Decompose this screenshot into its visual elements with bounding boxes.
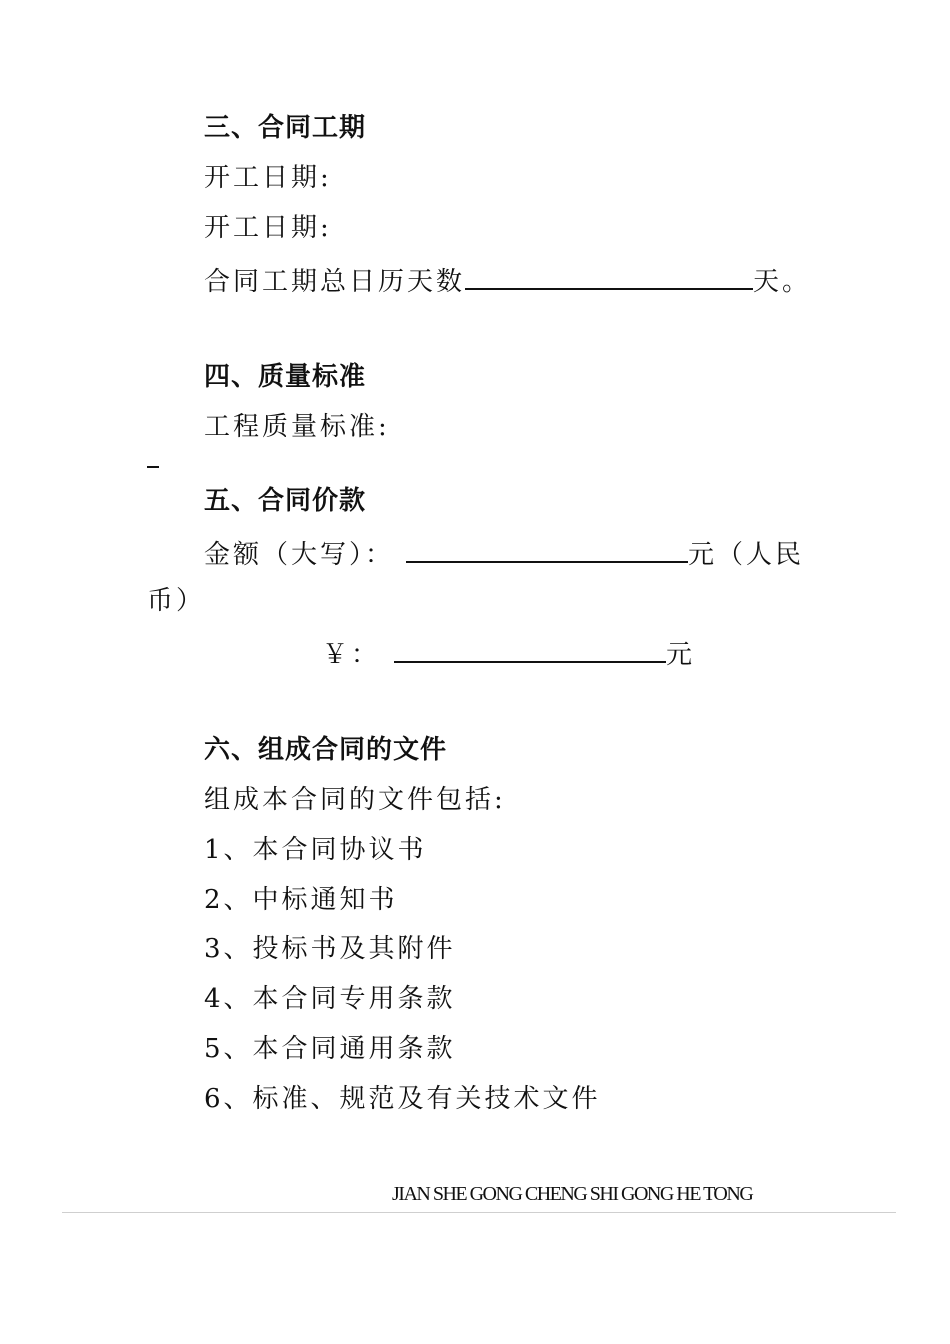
footer-text: JIAN SHE GONG CHENG SHI GONG HE TONG bbox=[392, 1183, 753, 1205]
amount-figures-unit: 元 bbox=[666, 640, 696, 670]
footer-rule bbox=[62, 1212, 896, 1213]
list-item: 5、本合同通用条款 bbox=[204, 1034, 456, 1064]
list-item: 6、标准、规范及有关技术文件 bbox=[204, 1084, 601, 1114]
total-days-line bbox=[204, 262, 811, 298]
stray-dash bbox=[147, 466, 159, 468]
amount-figures-blank[interactable] bbox=[394, 635, 666, 663]
section6-heading: 六、组成合同的文件 bbox=[204, 735, 448, 765]
total-days-label: 合同工期总日历天数 bbox=[204, 267, 466, 297]
total-days-blank[interactable] bbox=[465, 262, 753, 290]
amount-words-line bbox=[204, 535, 804, 571]
total-days-unit: 天。 bbox=[753, 267, 812, 297]
amount-figures-label: ￥： bbox=[322, 640, 381, 670]
start-date-label: 开工日期: bbox=[204, 163, 332, 193]
amount-words-label: 金额（大写）： bbox=[204, 540, 395, 570]
list-item: 3、投标书及其附件 bbox=[204, 934, 456, 964]
list-item: 4、本合同专用条款 bbox=[204, 984, 456, 1014]
section3-heading: 三、合同工期 bbox=[204, 113, 367, 143]
section4-heading: 四、质量标准 bbox=[204, 362, 367, 392]
list-item: 1、本合同协议书 bbox=[204, 835, 427, 865]
section5-heading: 五、合同价款 bbox=[204, 486, 367, 516]
end-date-label: 开工日期: bbox=[204, 213, 332, 243]
list-item: 2、中标通知书 bbox=[204, 885, 398, 915]
amount-figures-line bbox=[322, 635, 695, 671]
amount-words-unit-cont: 币） bbox=[147, 586, 206, 616]
amount-words-blank[interactable] bbox=[406, 535, 688, 563]
documents-intro: 组成本合同的文件包括: bbox=[204, 785, 506, 815]
amount-words-unit: 元（人民 bbox=[688, 540, 805, 570]
quality-label: 工程质量标准: bbox=[204, 412, 390, 442]
